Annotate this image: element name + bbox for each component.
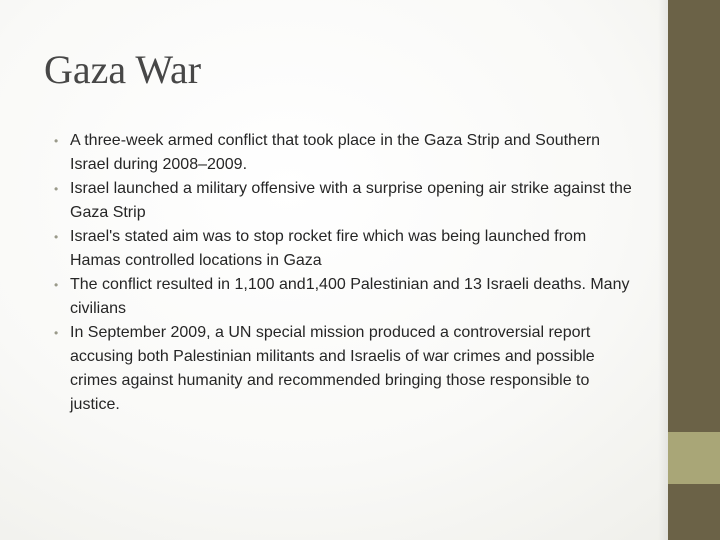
sidebar-accent-block: [668, 432, 720, 484]
slide-title: Gaza War: [44, 47, 202, 92]
bullet-item: • A three-week armed conflict that took place in the Gaza Strip and Southern Israel during 2008–2009.: [52, 129, 632, 177]
bullet-item: • The conflict resulted in 1,100 and1,400 Palestinian and 13 Israeli deaths. Many civilians: [52, 273, 632, 321]
bullet-list: [52, 129, 632, 417]
bullet-item: • Israel launched a military offensive with a surprise opening air strike against the Gaza Strip: [52, 177, 632, 225]
bullet-item: • Israel's stated aim was to stop rocket fire which was being launched from Hamas controlled locations in Gaza: [52, 225, 632, 273]
bullet-item: • In September 2009, a UN special mission produced a controversial report accusing both Palestinian militants and Israelis of war crimes and possible crimes against humanity and recommended bringing those responsible to justice.: [52, 321, 632, 417]
sidebar-shadow: [658, 0, 668, 540]
